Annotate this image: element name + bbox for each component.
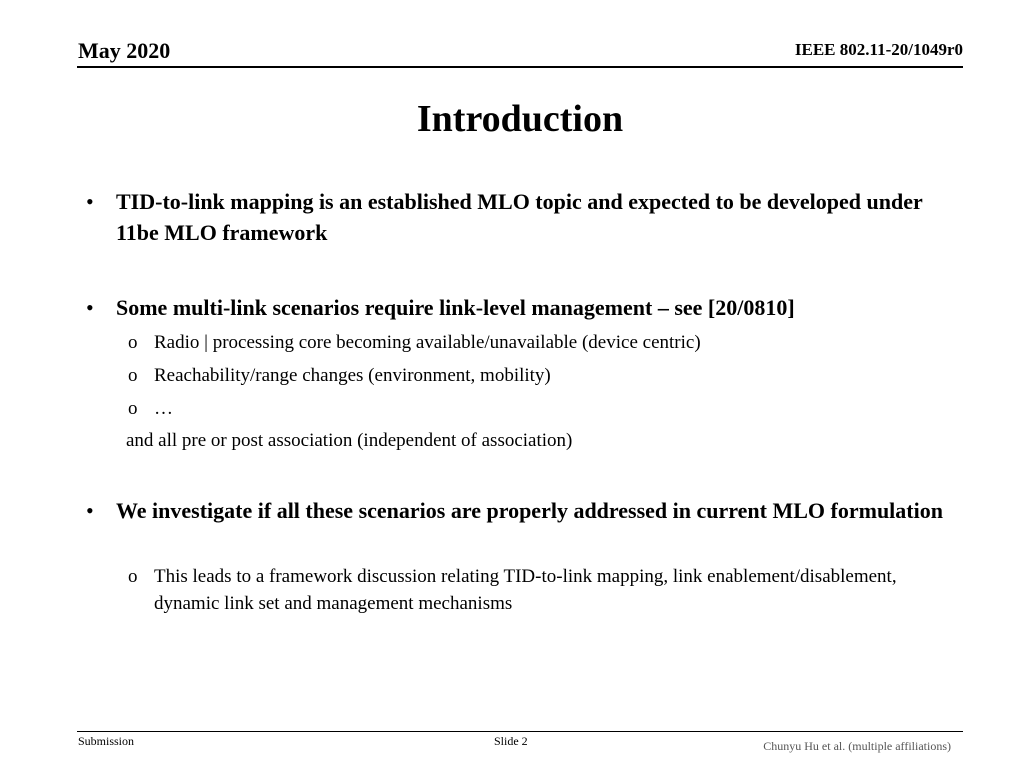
sub-bullet-text: This leads to a framework discussion relating TID-to-link mapping, link enablement/disablement, dynamic link set and management mechanisms	[154, 566, 897, 614]
header-divider	[77, 66, 963, 68]
bullet-item	[86, 186, 966, 248]
sub-bullet-item	[128, 329, 954, 356]
circle-bullet-icon: o	[128, 398, 138, 419]
bullet-text: Some multi-link scenarios require link-level management – see [20/0810]	[116, 295, 795, 320]
bullet-text: TID-to-link mapping is an established MLO topic and expected to be developed under 11be MLO framework	[116, 189, 923, 245]
bullet-icon: •	[86, 295, 94, 320]
bullet-icon: •	[86, 189, 94, 214]
sub-bullet-item	[128, 563, 954, 617]
association-note: and all pre or post association (independent of association)	[126, 430, 573, 451]
circle-bullet-icon: o	[128, 365, 138, 386]
slide-title: Introduction	[416, 98, 624, 140]
slide-number: Slide 2	[494, 734, 528, 748]
sub-bullet-item	[128, 362, 954, 389]
footer-submission: Submission	[78, 734, 135, 748]
sub-bullet-text: Reachability/range changes (environment, mobility)	[154, 365, 551, 386]
bullet-item	[86, 292, 966, 323]
sub-bullet-item	[128, 395, 954, 422]
footer-authors: Chunyu Hu et al. (multiple affiliations)	[763, 739, 951, 753]
circle-bullet-icon: o	[128, 332, 138, 353]
circle-bullet-icon: o	[128, 566, 138, 587]
bullet-text: We investigate if all these scenarios are properly addressed in current MLO formulation	[116, 498, 943, 523]
document-id: IEEE 802.11-20/1049r0	[794, 40, 963, 59]
bullet-item	[86, 495, 966, 526]
sub-bullet-text: Radio | processing core becoming available/unavailable (device centric)	[154, 332, 701, 353]
footer-divider	[77, 731, 963, 732]
bullet-icon: •	[86, 498, 94, 523]
sub-bullet-text: …	[154, 398, 173, 419]
header-date: May 2020	[78, 38, 171, 63]
